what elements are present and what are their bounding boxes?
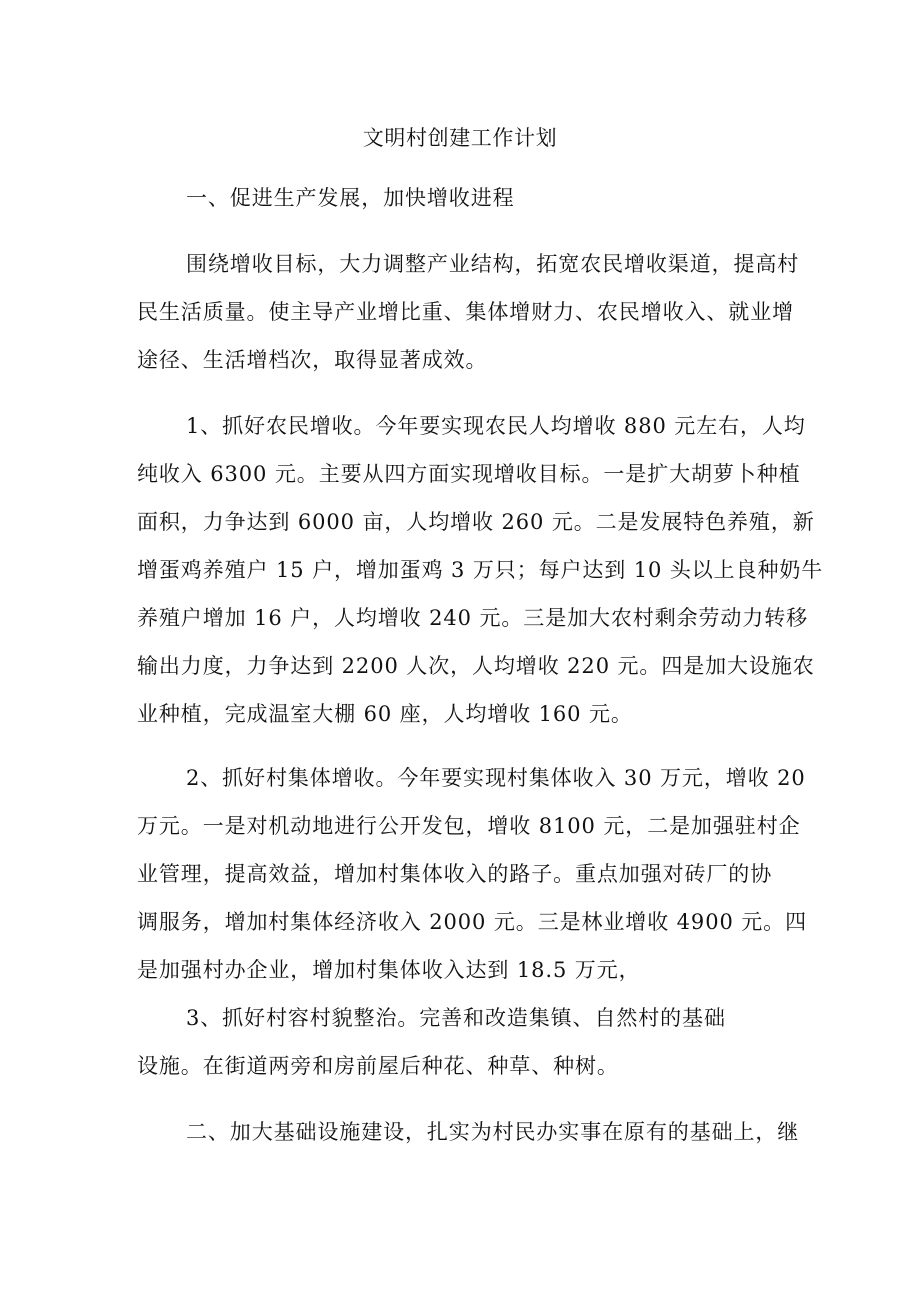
paragraph-line: 业种植，完成温室大棚 60 座，人均增收 160 元。 [137,702,633,726]
section-heading-2: 二、加大基础设施建设，扎实为村民办实事在原有的基础上，继 [186,1120,800,1144]
paragraph-line: 设施。在街道两旁和房前屋后种花、种草、种树。 [137,1054,619,1078]
paragraph-line: 万元。一是对机动地进行公开发包，增收 8100 元，二是加强驻村企 [137,814,801,838]
paragraph-line: 输出力度，力争达到 2200 人次，人均增收 220 元。四是加大设施农 [137,654,815,678]
paragraph-line: 纯收入 6300 元。主要从四方面实现增收目标。一是扩大胡萝卜种植 [137,462,801,486]
paragraph-line: 调服务，增加村集体经济收入 2000 元。三是林业增收 4900 元。四 [137,910,807,934]
paragraph-line: 增蛋鸡养殖户 15 户，增加蛋鸡 3 万只；每户达到 10 头以上良种奶牛 [137,558,824,582]
paragraph-line: 面积，力争达到 6000 亩，人均增收 260 元。二是发展特色养殖，新 [137,510,815,534]
paragraph-line: 2、抓好村集体增收。今年要实现村集体收入 30 万元，增收 20 [186,766,806,790]
section-heading-1: 一、促进生产发展，加快增收进程 [186,186,515,210]
paragraph-line: 业管理，提高效益，增加村集体收入的路子。重点加强对砖厂的协 [137,862,773,886]
paragraph-line: 围绕增收目标，大力调整产业结构，拓宽农民增收渠道，提高村 [186,252,800,276]
paragraph-line: 民生活质量。使主导产业增比重、集体增财力、农民增收入、就业增 [137,300,794,324]
paragraph-line: 养殖户增加 16 户，人均增收 240 元。三是加大农村剩余劳动力转移 [137,606,809,630]
paragraph-line: 途径、生活增档次，取得显著成效。 [137,348,488,372]
paragraph-line: 3、抓好村容村貌整治。完善和改造集镇、自然村的基础 [186,1006,726,1030]
paragraph-line: 1、抓好农民增收。今年要实现农民人均增收 880 元左右，人均 [186,414,806,438]
paragraph-line: 是加强村办企业，增加村集体收入达到 18.5 万元， [137,958,641,982]
document-title: 文明村创建工作计划 [362,126,558,150]
